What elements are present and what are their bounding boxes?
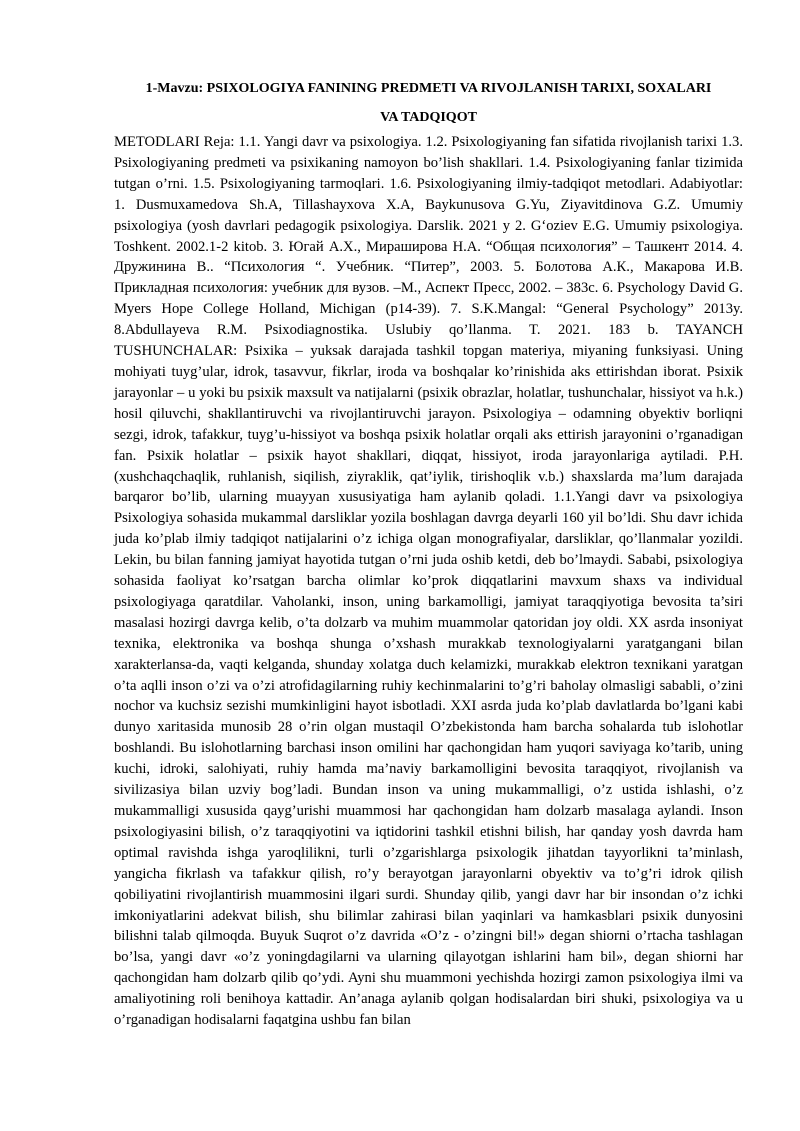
document-title — [114, 74, 743, 132]
title-line-2: VA TADQIQOT — [380, 110, 477, 125]
title-line-1: 1-Mavzu: PSIXOLOGIYA FANINING PREDMETI VA RIVOJLANISH TARIXI, SOXALARI — [145, 81, 712, 96]
body-paragraph: METODLARI Reja: 1.1. Yangi davr va psixologiya. 1.2. Psixologiyaning fan sifatida rivojlanish tarixi 1.3. Psixologiyaning predmeti va psixikaning namoyon bo’lish shakllari. 1.4. Psixologiyaning fanlar tizimida tutgan o’rni. 1.5. Psixologiyaning tarmoqlari. 1.6. Psixologiyaning ilmiy-tadqiqot metodlari. Adabiyotlar: 1. Dusmuxamedova Sh.A, Tillashayxova X.A, Baykunusova G.Yu, Ziyavitdinova G.Z. Umumiy psixologiya (yosh davrlari pedagogik psixologiya. Darslik. 2021 y 2. G‘oziev E.G. Umumiy psixologiya. Toshkent. 2002.1-2 kitob. 3. Югай А.Х., Миpашиpова Н.А. “Общая психология” – Ташкент 2014. 4. Дружинина В.. “Психология “. Учебник. “Питер”, 2003. 5. Болотова А.К., Макарова И.В. Прикладная психология: учебник для вузов. –М., Аспект Пресс, 2002. – 383с. 6. Psychology David G. Myers Hope College Holland, Michigan (p14-39). 7. S.K.Mangal: “General Psychology” 2013y. 8.Abdullayeva R.M. Psixodiagnostika. Uslubiy qo’llanma. T. 2021. 183 b. TAYANCH TUSHUNCHALAR: Psixika – yuksak darajada tashkil topgan materiya, miyaning funksiyasi. Uning mohiyati tuyg’ular, idrok, tasavvur, fikrlar, iroda va boshqalar ko’rinishida aks ettirishdan iborat. Psixik jarayonlar – u yoki bu psixik maxsult va natijalarni (psixik obrazlar, holatlar, tushunchalar, hissiyot va h.k.) hosil qiluvchi, shakllantiruvchi va rivojlantiruvchi jarayon. Psixologiya – odamning obyektiv borliqni sezgi, idrok, tafakkur, tuyg’u-hissiyot va boshqa psixik holatlar orqali aks ettirish jarayonini o’rganadigan fan. Psixik holatlar – psixik hayot shakllari, diqqat, hissiyot, iroda jarayonlariga aytiladi. P.H. (xushchaqchaqlik, ruhlanish, siqilish, ziyraklik, qat’iylik, tirishoqlik v.b.) shaxslarda ma’lum darajada barqaror bo’lib, ularning muayyan xususiyatiga ham aylanib qoladi. 1.1.Yangi davr va psixologiya Psixologiya sohasida mukammal darsliklar yozila boshlagan davrga deyarli 160 yil bo’ldi. Shu davr ichida juda ko’plab ilmiy tadqiqot natijalarini o’z ichiga olgan monografiyalar, darsliklar, qo’llanmalar yozildi. Lekin, bu bilan fanning jamiyat hayotida tutgan o’rni juda oshib ketdi, deb bo’lmaydi. Sababi, psixologiya sohasida faoliyat ko’rsatgan barcha olimlar ko’prok diqqatlarini mavxum shaxs va individual psixologiyaga qaratdilar. Vaholanki, inson, uning barkamolligi, jamiyat taraqqiyotiga bevosita ta’siri masalasi hozirgi davrga kelib, o’ta dolzarb va muhim muammolar qatoridan joy oldi. XX asrda insoniyat texnika, elektronika va boshqa shunga o’xshash murakkab texnologiyalarni yaratgangani bilan xarakterlansa-da, vaqti kelganda, shunday xolatga duch kelamizki, murakkab elektron texnikani yaratgan o’ta aqlli inson o’zi va o’zi atrofidagilarning ruhiy kechinmalarini to’g’ri baholay olmasligi sababli, o’zini nochor va kuchsiz sezishi mumkinligini hayot isbotladi. XXI asrda juda ko’plab davlatlarda bo’lgani kabi dunyo xaritasida munosib 28 o’rin olgan mustaqil O’zbekistonda ham barcha sohalarda tub islohotlar boshlandi. Bu islohotlarning barchasi inson omilini har qachongidan ham yuqori saviyaga ko’tarib, uning kuchi, idroki, salohiyati, ruhiy hamda ma’naviy barkamolligini bevosita taraqqiyot, rivojlanish va sivilizasiya bilan uzviy bog’ladi. Bundan inson va uning mukammalligi, o’z ustida ishlashi, o’z mukammalligi xususida qayg’urishi muammosi har qachongidan ham dolzarb masalaga aylandi. Inson psixologiyasini bilish, o’z taraqqiyotini va iqtidorini tashkil etishni bilish, har qanday yosh davrda ham optimal ravishda ishga yaroqlilikni, turli o’zgarishlarga psixologik jihatdan tayyorlikni ta’minlash, yangicha fikrlash va tafakkur qilish, ro’y berayotgan jarayonlarni obyektiv va to’g’ri idrok qilish qobiliyatini rivojlantirish muammosini ilgari surdi. Shunday qilib, yangi davr har bir insondan o’z ichki imkoniyatlarini adekvat bilish, shu bilimlar zahirasi bilan yaqinlari va hamkasblari psixik dunyosini bilishni talab qilmoqda. Buyuk Suqrot o’z davrida «O’z - o’zingni bil!» degan shiorni o’rtacha tashlagan bo’lsa, yangi davr «o’z yoningdagilarni va ularning qilayotgan ishlarini ham bil», degan shiorni har qachongidan ham dolzarb qilib qo’ydi. Ayni shu muammoni yechishda hozirgi zamon psixologiya ilmi va amaliyotining roli benihoya kattadir. An’anaga aylanib qolgan hodisalardan biri shuki, psixologiya va u o’rganadigan hodisalarni faqatgina ushbu fan bilan — [114, 134, 743, 1029]
